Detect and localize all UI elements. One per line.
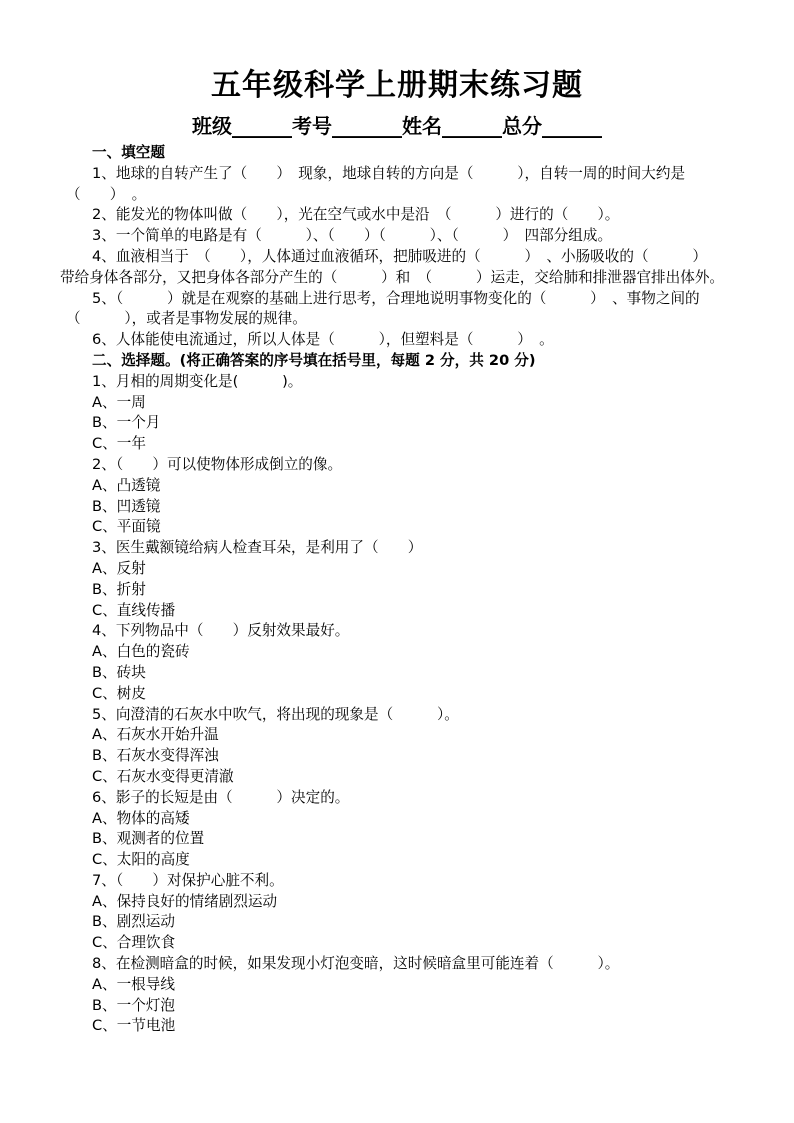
option-line: C、合理饮食 xyxy=(92,934,176,952)
option-line: C、直线传播 xyxy=(92,601,176,619)
option-line: B、观测者的位置 xyxy=(92,830,205,848)
question-line: 5、向澄清的石灰水中吹气，将出现的现象是（ ）。 xyxy=(92,705,459,723)
question-line: 1、月相的周期变化是( )。 xyxy=(92,372,303,390)
question-line: 8、在检测暗盒的时候，如果发现小灯泡变暗，这时候暗盒里可能连着（ ）。 xyxy=(92,955,620,973)
option-line: B、折射 xyxy=(92,580,146,598)
option-line: A、石灰水开始升温 xyxy=(92,726,219,744)
student-info-line: 班级______考号_______姓名______总分______ xyxy=(192,114,602,138)
section-heading-fill-in: 一、填空题 xyxy=(92,144,165,161)
option-line: C、树皮 xyxy=(92,684,146,702)
option-line: A、一周 xyxy=(92,393,146,411)
worksheet-content xyxy=(60,143,736,1037)
question-line: 1、地球的自转产生了（ ） 现象，地球自转的方向是（ ），自转一周的时间大约是 xyxy=(92,164,686,182)
question-line: 6、影子的长短是由（ ）决定的。 xyxy=(92,788,350,806)
question-line: 7、（ ）对保护心脏不利。 xyxy=(92,871,284,889)
option-line: C、太阳的高度 xyxy=(92,851,190,869)
question-line: 4、血液相当于 （ ），人体通过血液循环，把肺吸进的（ ） 、小肠吸收的（ ） xyxy=(92,247,707,265)
option-line: A、反射 xyxy=(92,559,146,577)
option-line: B、剧烈运动 xyxy=(92,913,175,931)
question-line: （ ） 。 xyxy=(66,185,147,203)
question-line: 5、（ ）就是在观察的基础上进行思考，合理地说明事物变化的（ ） 、事物之间的 xyxy=(92,289,700,307)
question-line: 2、能发光的物体叫做（ ），光在空气或水中是沿 （ ）进行的（ ）。 xyxy=(92,206,620,224)
option-line: B、凹透镜 xyxy=(92,497,161,515)
option-line: C、一年 xyxy=(92,435,146,453)
question-line: 带给身体各部分，又把身体各部分产生的（ ）和 （ ）运走，交给肺和排泄器官排出体外。 xyxy=(60,268,725,286)
option-line: A、保持良好的情绪剧烈运动 xyxy=(92,892,278,910)
question-line: 2、（ ）可以使物体形成倒立的像。 xyxy=(92,455,343,473)
option-line: A、凸透镜 xyxy=(92,476,161,494)
option-line: C、平面镜 xyxy=(92,518,161,536)
question-line: 3、医生戴额镜给病人检查耳朵，是利用了（ ） xyxy=(92,539,423,557)
question-line: 4、下列物品中（ ）反射效果最好。 xyxy=(92,622,350,640)
option-line: B、砖块 xyxy=(92,663,146,681)
option-line: A、白色的瓷砖 xyxy=(92,643,190,661)
page-title: 五年级科学上册期末练习题 xyxy=(211,68,583,103)
option-line: B、石灰水变得浑浊 xyxy=(92,747,219,765)
question-line: （ ），或者是事物发展的规律。 xyxy=(66,310,307,328)
question-line: 6、人体能使电流通过，所以人体是（ ），但塑料是（ ） 。 xyxy=(92,331,554,349)
question-line: 3、一个简单的电路是有（ ）、（ ）（ ）、（ ） 四部分组成。 xyxy=(92,227,613,245)
option-line: A、物体的高矮 xyxy=(92,809,190,827)
option-line: B、一个灯泡 xyxy=(92,996,175,1014)
option-line: A、一根导线 xyxy=(92,975,175,993)
section-heading-multiple-choice: 二、选择题。(将正确答案的序号填在括号里，每题 2 分，共 20 分) xyxy=(92,351,536,369)
option-line: B、一个月 xyxy=(92,414,161,432)
option-line: C、石灰水变得更清澈 xyxy=(92,767,234,785)
option-line: C、一节电池 xyxy=(92,1017,176,1035)
